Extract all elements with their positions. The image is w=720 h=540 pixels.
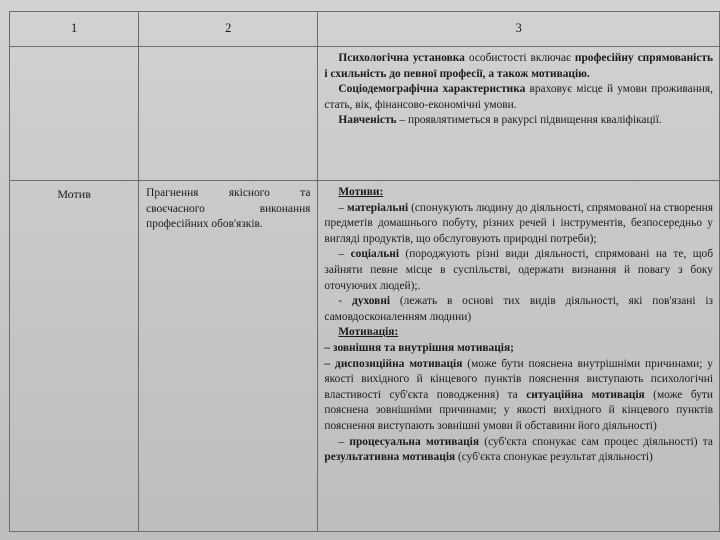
dash: – (338, 201, 348, 214)
motive-description: Прагнення якісного та своєчасного виконання професійних обов'язків. (146, 187, 311, 231)
term-situational: ситуаційна мотивація (526, 388, 645, 401)
paragraph-sociodemographic (324, 82, 713, 113)
motive-social (324, 247, 713, 294)
header-label-2: 2 (225, 21, 232, 35)
table-header-row (10, 12, 720, 47)
row1-text-block (318, 47, 719, 131)
motives-title: Мотиви: (338, 186, 384, 198)
text-fragment: враховує місце й умови проживання, стать, вік, фінансово-економічні умови. (324, 83, 713, 111)
dash: – (338, 435, 350, 448)
motivation-external-internal (324, 341, 713, 357)
row2-cell-3 (318, 181, 720, 532)
header-label-3: 3 (515, 21, 522, 35)
motive-spiritual (324, 294, 713, 325)
motive-material (324, 201, 713, 248)
text-fragment: (суб'єкта спонукає результат діяльності) (455, 451, 653, 464)
motivation-dispositional (324, 357, 713, 435)
text-fragment: (суб'єкта спонукає сам процес діяльності) та (479, 435, 713, 448)
text-fragment: (спонукують людину до діяльності, спрямованої на створення предметів домашнього побуту, різних речей і інструментів, безпосередньо у вигляді продуктів, що обслуговують природні потреби); (324, 201, 714, 245)
dash: – (338, 248, 351, 261)
text-fragment: (може бути пояснена внутрішніми причинами; у якості вихідного й кінцевого пунктів пояснення виступають психологічні властивості суб'єкта поводження) та (324, 357, 713, 401)
term-material: матеріальні (347, 201, 409, 214)
motivation-title: Мотивація: (338, 326, 399, 339)
motive-label: Мотив (57, 187, 91, 201)
term-spiritual: духовні (352, 295, 391, 308)
text-fragment: (породжують різні види діяльності, спрямовані на те, щоб зайняти певне місце в суспільстві, одержати визнання й повагу з боку оточуючих людей);. (324, 248, 713, 292)
motives-heading (324, 185, 713, 201)
content-table (9, 11, 720, 532)
row1-cell-3 (318, 47, 720, 181)
motivation-heading (324, 325, 713, 341)
row2-cell-1 (10, 181, 139, 532)
paragraph-psych-setup (324, 51, 713, 82)
term-psych-setup: Психологічна установка (338, 52, 465, 64)
header-label-1: 1 (70, 21, 78, 35)
header-cell-1 (10, 12, 139, 47)
motivation-procedural (324, 435, 713, 466)
table-row (10, 47, 720, 181)
table-container (9, 11, 720, 529)
header-cell-3 (318, 12, 720, 47)
term-social: соціальні (350, 248, 399, 261)
text-fragment: (може бути пояснена зовнішніми причинами; у якості вихідного й кінцевого пунктів пояснення виступають зовнішні умови й обставини його діяльності) (324, 388, 714, 432)
row1-cell-2 (139, 47, 318, 181)
table-row (10, 181, 720, 532)
term-training: Навченість (338, 114, 397, 127)
row2-cell-2 (139, 181, 318, 532)
term-dispositional: – диспозиційна мотивація (324, 357, 463, 370)
row2-text-block (318, 181, 719, 468)
text-fragment: – проявлятиметься в ракурсі підвищення кваліфікації. (396, 114, 662, 127)
dash: - (338, 295, 353, 308)
row1-cell-1 (10, 47, 139, 181)
text-fragment: особистості включає (464, 52, 575, 64)
paragraph-training (324, 113, 713, 129)
term-sociodemographic: Соціодемографічна характеристика (338, 83, 526, 96)
header-cell-2 (139, 12, 318, 47)
text-fragment: (лежать в основі тих видів діяльності, які пов'язані із самовдосконаленням людини) (324, 295, 713, 323)
term-procedural: процесуальна мотивація (349, 435, 480, 448)
term-resultative: результативна мотивація (324, 451, 456, 464)
term-external-internal: – зовнішня та внутрішня мотивація; (324, 341, 514, 354)
term-professional-orientation: професійну спрямованість і схильність до певної професії, а також мотивацію. (324, 52, 713, 80)
